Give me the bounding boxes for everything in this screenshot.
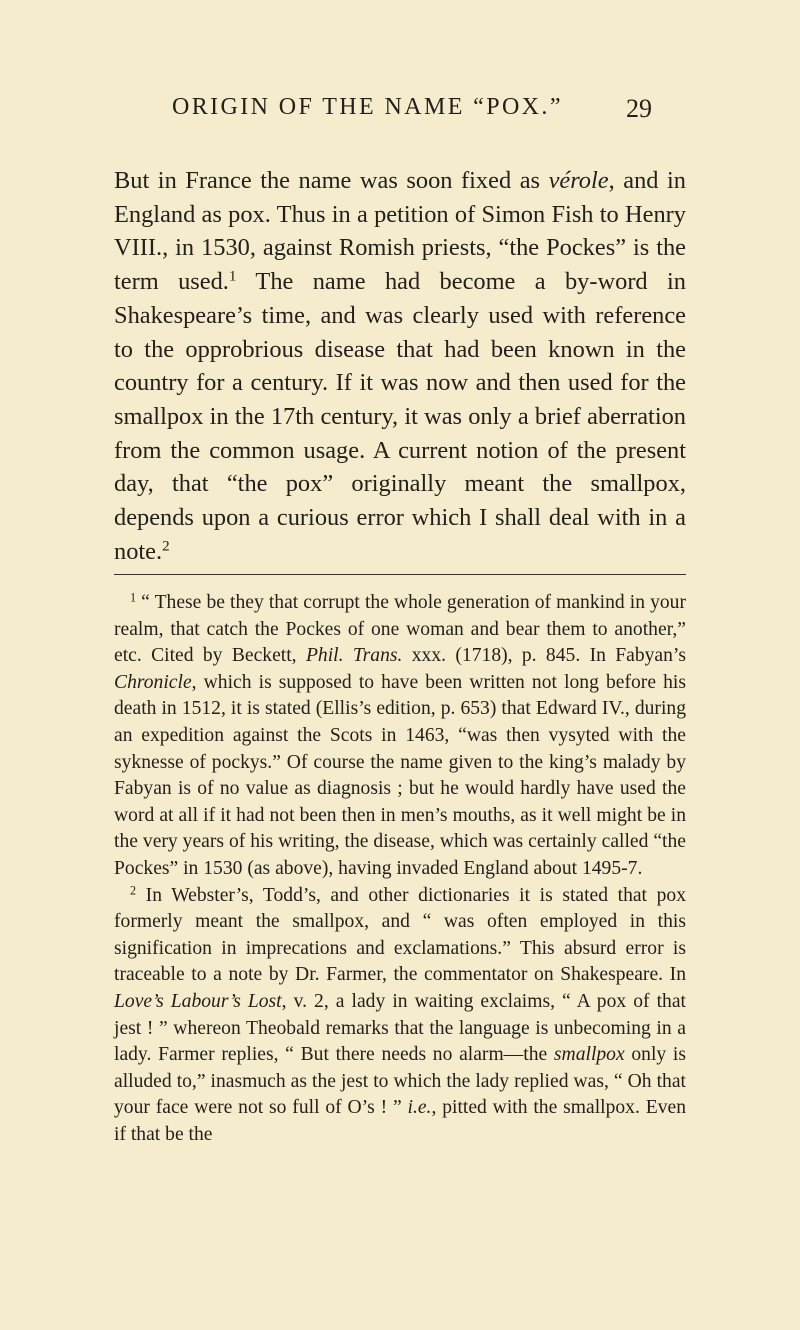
text-run: , pitted with the smallpox. Even if that be the xyxy=(114,1097,686,1145)
italic-term: smallpox xyxy=(553,1044,625,1066)
italic-title: Phil. Trans. xyxy=(305,645,403,667)
italic-title: Chronicle xyxy=(114,671,192,693)
text-run: , v. 2, a lady in waiting exclaims, “ A pox of that jest ! ” whereon Theobald remarks that the language is unbecoming in a lady. Farmer replies, “ But there needs no alarm—the xyxy=(114,990,686,1066)
page-number: 29 xyxy=(626,94,652,123)
running-title: ORIGIN OF THE NAME “POX.” xyxy=(172,94,563,120)
text-run: , and in England as pox. Thus in a petition of Simon Fish to Henry VIII., in 1530, against Romish priests, “the Pockes” is the term used. xyxy=(114,167,686,296)
main-text xyxy=(114,164,686,568)
text-run: The name had become a by-word in Shakespeare’s time, and was clearly used with reference to the opprobrious disease that had been known in the country for a century. If it was now and then used for the smallpox in the 17th century, it was only a brief aberration from the common usage. A current notion of the present day, that “the pox” originally meant the smallpox, depends upon a curious error which I shall deal with in a note. xyxy=(114,268,686,565)
footnotes xyxy=(114,590,686,1148)
body-paragraph xyxy=(114,164,686,568)
text-run: only is alluded to,” inasmuch as the jest to which the lady replied was, “ Oh that your face were not so full of O’s ! ” xyxy=(114,1044,686,1119)
footnote-divider xyxy=(114,574,686,575)
italic-term: i.e. xyxy=(407,1097,432,1119)
footnote-2 xyxy=(114,883,686,1149)
footnote-marker: 2 xyxy=(130,882,137,897)
italic-term: vérole xyxy=(548,167,609,194)
text-run: But in France the name was soon fixed as xyxy=(114,167,549,194)
footnote-ref-2: 2 xyxy=(162,538,170,555)
footnote-1 xyxy=(114,590,686,883)
text-run: xxx. (1718), p. 845. In Fabyan’s xyxy=(402,645,686,667)
footnote-ref-1: 1 xyxy=(228,268,237,285)
page-header xyxy=(0,94,800,134)
text-run: In Webster’s, Todd’s, and other dictionaries it is stated that pox formerly meant the smallpox, and “ was often employed in this signification in imprecations and exclamations.” This absurd error is traceable to a note by Dr. Farmer, the commentator on Shakespeare. In xyxy=(114,884,686,986)
italic-title: Love’s Labour’s Lost xyxy=(114,990,282,1012)
text-run: “ These be they that corrupt the whole generation of mankind in your realm, that catch the Pockes of one woman and bear them to another,” etc. Cited by Beckett, xyxy=(114,592,686,667)
footnote-marker: 1 xyxy=(130,590,137,605)
text-run: , which is supposed to have been written not long before his death in 1512, it is stated (Ellis’s edition, p. 653) that Edward IV., during an expedition against the Scots in 1463, “was then vysyted with the syknesse of pockys.” Of course the name given to the king’s malady by Fabyan is of no value as diagnosis ; but he would hardly have used the word at all if it had not been then in men’s mouths, as it well might be in the very years of his writing, the disease, which was certainly called “the Pockes” in 1530 (as above), having invaded England about 1495-7. xyxy=(114,671,686,879)
